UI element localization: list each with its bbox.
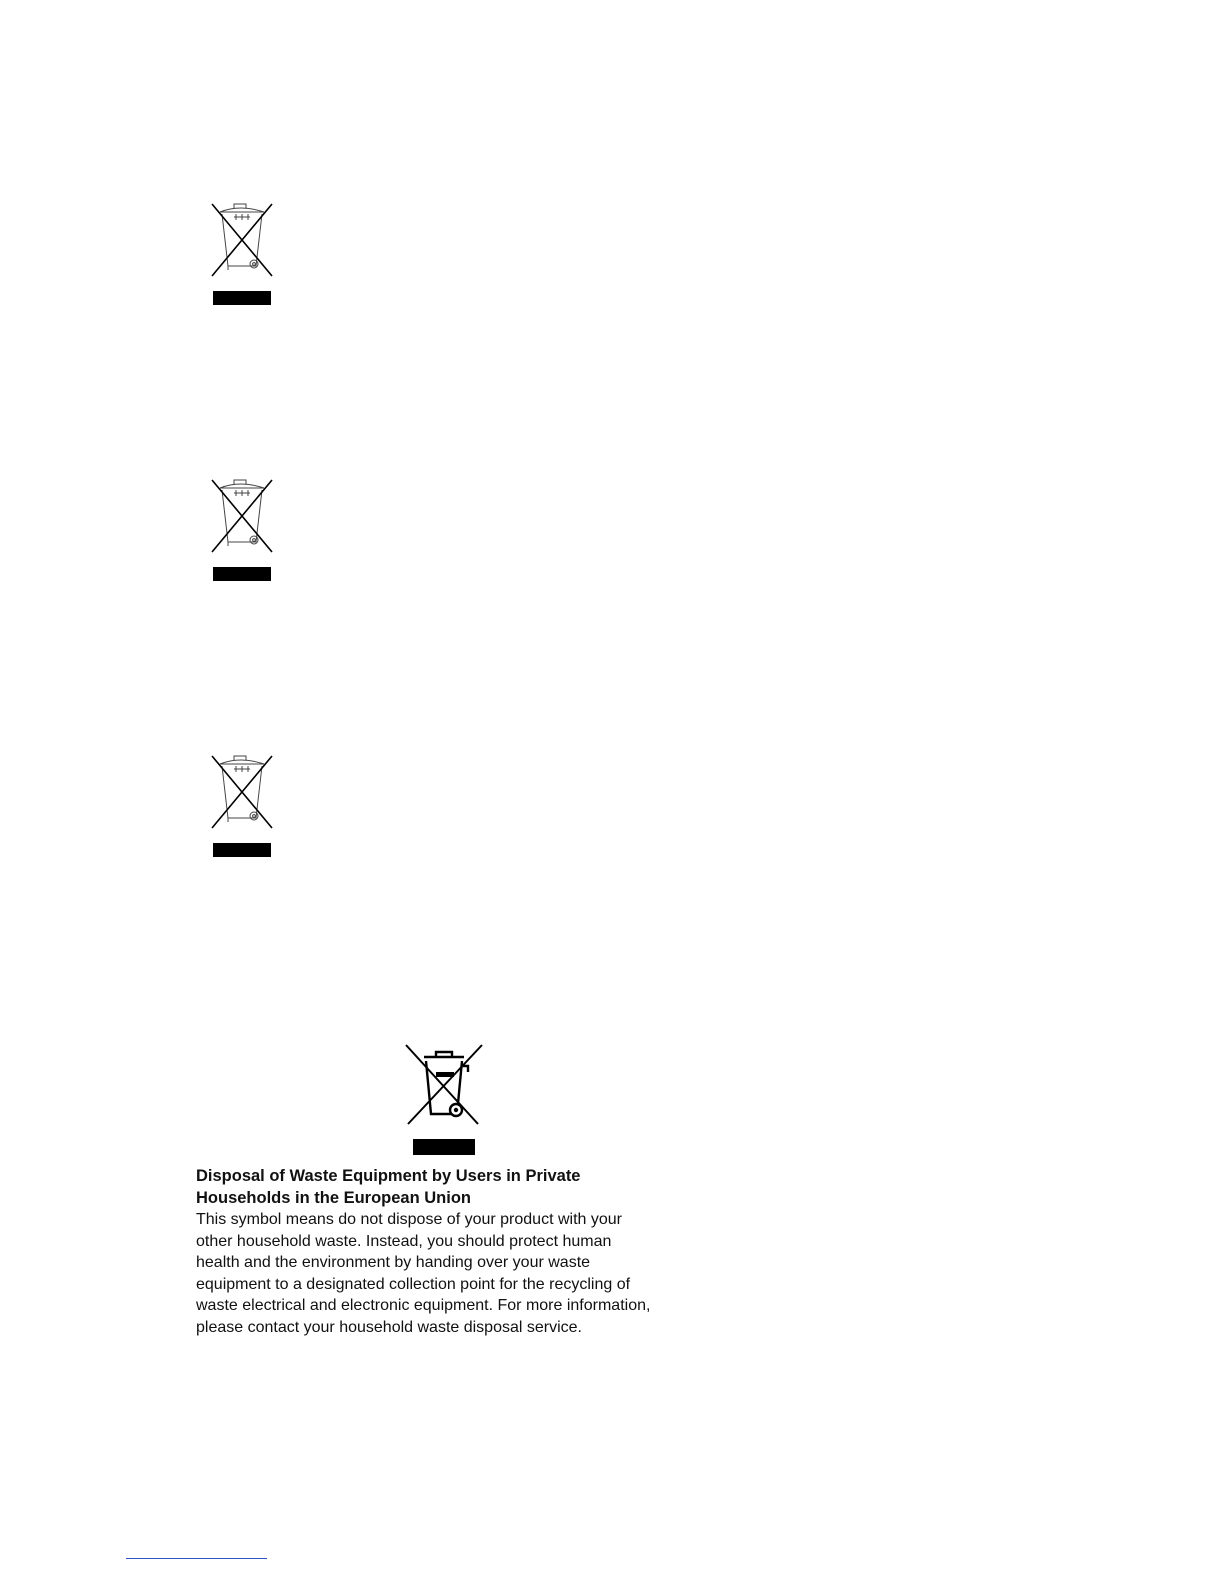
notice-body-line: other household waste. Instead, you should protect human bbox=[196, 1232, 612, 1250]
notice-body-line: This symbol means do not dispose of your product with your bbox=[196, 1211, 622, 1228]
weee-disposal-notice bbox=[196, 1166, 736, 1338]
notice-body-line: health and the environment by handing over your waste bbox=[196, 1254, 591, 1271]
weee-bin-icon bbox=[208, 200, 276, 306]
notice-title: Disposal of Waste Equipment by Users in Private Households in the European Union bbox=[196, 1167, 581, 1207]
notice-body-line: equipment to a designated collection point for the recycling of bbox=[196, 1275, 631, 1293]
notice-body bbox=[196, 1209, 736, 1338]
weee-bin-icon bbox=[208, 752, 276, 858]
weee-bin-icon bbox=[208, 476, 276, 582]
notice-body-line: please contact your household waste disposal service. bbox=[196, 1318, 582, 1336]
weee-bin-icon-main bbox=[402, 1042, 486, 1158]
notice-body-line: waste electrical and electronic equipment. For more information, bbox=[196, 1297, 651, 1314]
footnote-separator bbox=[126, 1558, 267, 1559]
